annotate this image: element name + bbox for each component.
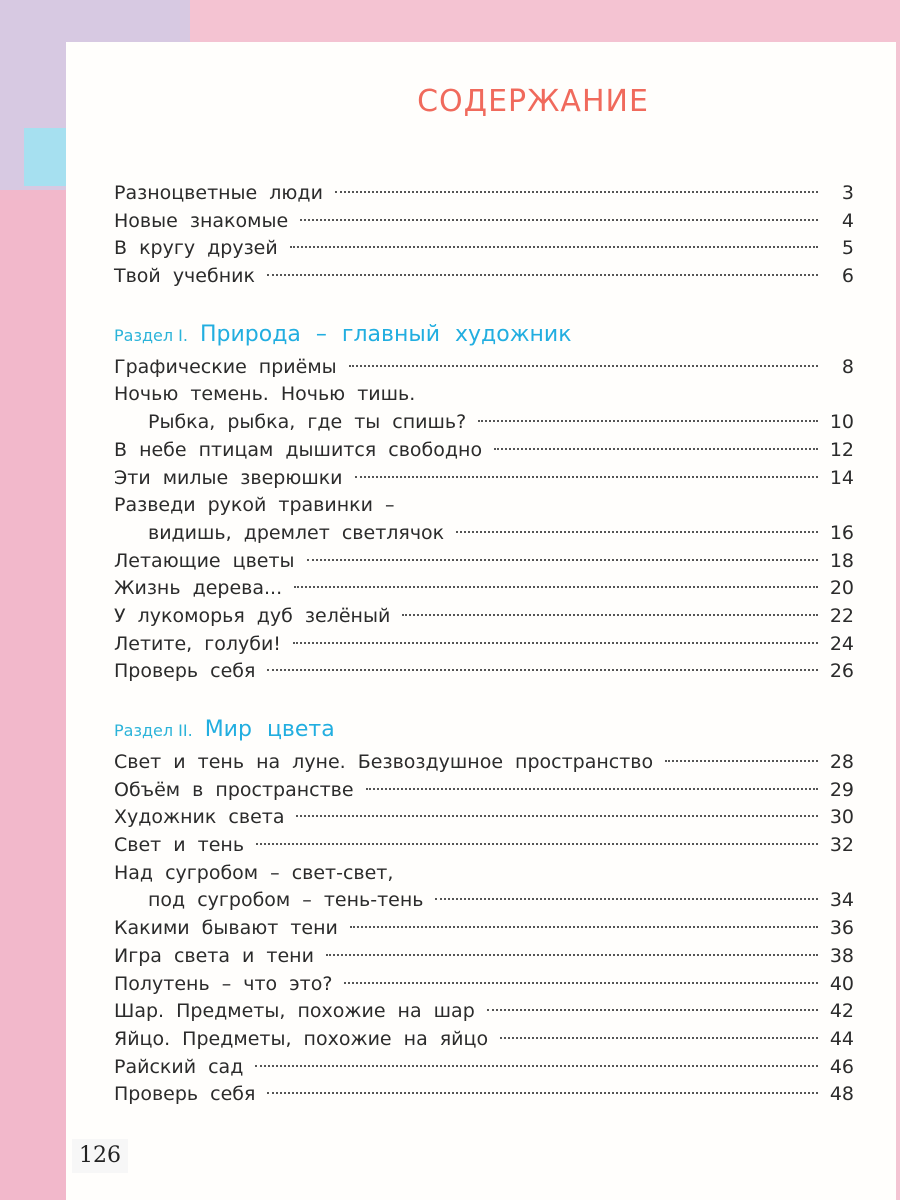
background-strip-pink — [0, 190, 66, 1200]
toc-entry-title: Жизнь дерева... — [114, 577, 283, 600]
toc-entry-page: 30 — [829, 806, 854, 829]
toc-entry-title: Художник света — [114, 806, 285, 829]
toc-entry[interactable] — [114, 832, 854, 860]
dot-leader — [256, 843, 818, 845]
dot-leader — [293, 642, 818, 644]
toc-entry-page: 20 — [829, 577, 854, 600]
section-title: Природа – главный художник — [199, 321, 572, 347]
toc-entry-page: 8 — [841, 355, 854, 378]
toc-entry-title: Разведи рукой травинки – — [114, 494, 395, 517]
toc-entry-page: 12 — [829, 438, 854, 461]
toc-entry-title: Объём в пространстве — [114, 778, 354, 801]
dot-leader — [349, 365, 818, 367]
dot-leader — [267, 669, 818, 671]
toc-entry[interactable] — [114, 804, 854, 832]
toc-entry-title: Проверь себя — [114, 1083, 256, 1106]
dot-leader — [456, 531, 818, 533]
toc-entry-title: Райский сад — [114, 1055, 244, 1078]
toc-entry-page: 46 — [829, 1055, 854, 1078]
toc-entry-title: Какими бывают тени — [114, 917, 338, 940]
dot-leader — [478, 420, 818, 422]
toc-entry-page: 29 — [829, 778, 854, 801]
dot-leader — [255, 1065, 818, 1067]
toc-entry-page: 42 — [829, 1000, 854, 1023]
toc-entry-title: У лукоморья дуб зелёный — [114, 604, 391, 627]
contents-page — [66, 42, 896, 1200]
toc-entry-page: 5 — [841, 237, 854, 260]
toc-entry[interactable] — [114, 943, 854, 971]
toc-entry-title: Разноцветные люди — [114, 182, 323, 204]
dot-leader — [350, 926, 818, 928]
toc-entry[interactable] — [114, 235, 854, 263]
toc-entry-page: 4 — [841, 209, 854, 232]
toc-entry[interactable] — [114, 998, 854, 1026]
toc-entry-title: Полутень – что это? — [114, 972, 333, 995]
dot-leader — [267, 274, 818, 276]
toc-entry[interactable] — [114, 777, 854, 805]
toc-entry-title: Летите, голуби! — [114, 632, 281, 655]
toc-entry[interactable] — [114, 409, 854, 437]
dot-leader — [326, 954, 818, 956]
toc-entry-title: В небе птицам дышится свободно — [114, 438, 483, 461]
toc-entry-page: 44 — [829, 1027, 854, 1050]
background-block-cyan — [24, 128, 66, 186]
toc-entry[interactable] — [114, 208, 854, 236]
toc-entry-page: 18 — [829, 549, 854, 572]
dot-leader — [435, 898, 818, 900]
toc-entry[interactable] — [114, 1054, 854, 1082]
toc-entry-title: Яйцо. Предметы, похожие на яйцо — [114, 1027, 489, 1050]
toc-entry-page: 40 — [829, 972, 854, 995]
dot-leader — [487, 1009, 818, 1011]
dot-leader — [665, 760, 818, 762]
toc-entry-page: 32 — [829, 834, 854, 857]
toc-entry-title: Ночью темень. Ночью тишь. — [114, 383, 416, 406]
toc-entry-title: Эти милые зверюшки — [114, 466, 343, 489]
toc-entry-title: Над сугробом – свет-свет, — [114, 861, 394, 884]
toc-entry[interactable] — [114, 548, 854, 576]
toc-entry-title: Графические приёмы — [114, 355, 337, 378]
toc-entry[interactable] — [114, 354, 854, 382]
toc-entry-page: 16 — [829, 521, 854, 544]
toc-entry[interactable] — [114, 603, 854, 631]
page-title: СОДЕРЖАНИЕ — [417, 84, 649, 119]
section-heading-1 — [114, 320, 854, 350]
toc-entry[interactable] — [114, 263, 854, 291]
toc-entry-page: 14 — [829, 466, 854, 489]
toc-entry-title: Свет и тень на луне. Безвоздушное пространство — [114, 751, 654, 773]
toc-entry-page: 28 — [829, 751, 854, 773]
toc-entry[interactable] — [114, 887, 854, 915]
section-title: Мир цвета — [204, 717, 335, 742]
toc-entry-page: 38 — [829, 944, 854, 967]
toc-entry[interactable] — [114, 1081, 854, 1109]
dot-leader — [335, 191, 818, 193]
dot-leader — [402, 614, 818, 616]
toc-entry[interactable] — [114, 180, 854, 208]
toc-entry-title: Свет и тень — [114, 834, 245, 857]
toc-entry-page: 34 — [829, 889, 854, 912]
toc-entry-page: 3 — [841, 182, 854, 204]
toc-entry[interactable] — [114, 1026, 854, 1054]
toc-entry-title: Рыбка, рыбка, где ты спишь? — [148, 411, 467, 434]
toc-entry-page: 48 — [829, 1083, 854, 1106]
section-label: Раздел II. — [114, 721, 193, 740]
toc-entry-title: В кругу друзей — [114, 237, 278, 260]
table-of-contents — [114, 180, 854, 1109]
toc-entry[interactable] — [114, 971, 854, 999]
toc-entry[interactable] — [114, 465, 854, 493]
dot-leader — [344, 982, 818, 984]
toc-entry-line[interactable] — [114, 381, 854, 409]
toc-entry-title: Новые знакомые — [114, 209, 289, 232]
page-number: 126 — [72, 1139, 128, 1173]
toc-entry[interactable] — [114, 437, 854, 465]
dot-leader — [366, 788, 818, 790]
toc-entry[interactable] — [114, 749, 854, 777]
dot-leader — [290, 246, 818, 248]
toc-entry-title: Игра света и тени — [114, 944, 314, 967]
toc-entry-page: 10 — [829, 411, 854, 434]
toc-entry-page: 22 — [829, 604, 854, 627]
toc-entry[interactable] — [114, 631, 854, 659]
dot-leader — [267, 1092, 818, 1094]
dot-leader — [300, 219, 818, 221]
toc-entry[interactable] — [114, 575, 854, 603]
toc-entry-title: видишь, дремлет светлячок — [148, 521, 445, 544]
toc-entry-page: 26 — [829, 660, 854, 683]
toc-entry-page: 36 — [829, 917, 854, 940]
toc-entry[interactable] — [114, 915, 854, 943]
toc-entry-title: Летающие цветы — [114, 549, 295, 572]
toc-entry-line[interactable] — [114, 492, 854, 520]
toc-entry[interactable] — [114, 658, 854, 686]
toc-entry[interactable] — [114, 520, 854, 548]
toc-entry-title: Шар. Предметы, похожие на шар — [114, 1000, 475, 1023]
dot-leader — [355, 476, 818, 478]
toc-entry-title: под сугробом – тень-тень — [148, 889, 424, 912]
toc-entry-page: 6 — [841, 265, 854, 288]
dot-leader — [294, 586, 818, 588]
section-label: Раздел I. — [114, 325, 188, 345]
dot-leader — [296, 815, 818, 817]
dot-leader — [307, 559, 818, 561]
dot-leader — [500, 1037, 818, 1039]
section-heading-2 — [114, 715, 854, 745]
toc-entry-title: Проверь себя — [114, 660, 256, 683]
dot-leader — [494, 448, 818, 450]
toc-entry-page: 24 — [829, 632, 854, 655]
toc-entry-title: Твой учебник — [114, 265, 255, 288]
toc-entry-line[interactable] — [114, 860, 854, 888]
